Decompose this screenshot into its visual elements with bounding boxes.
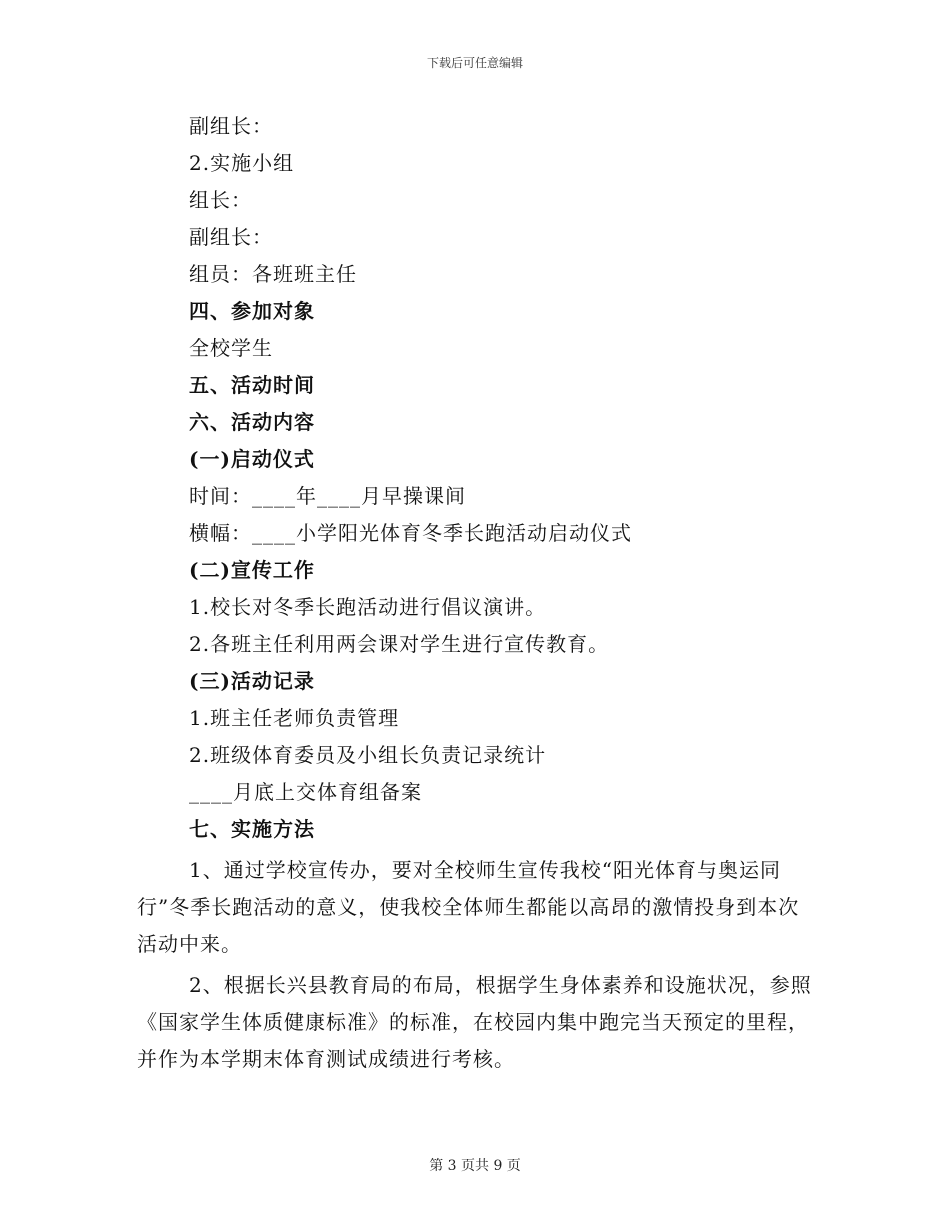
heading-activity-time: 五、活动时间 [189, 373, 315, 397]
line-publicity-2: 2.各班主任利用两会课对学生进行宣传教育。 [189, 632, 610, 656]
line-ceremony-time: 时间：____年____月早操课间 [189, 484, 466, 508]
heading-activity-content: 六、活动内容 [189, 410, 315, 434]
line-leader: 组长： [189, 188, 252, 212]
page-number-footer: 第 3 页共 9 页 [429, 1158, 521, 1174]
paragraph-method-1: 1、通过学校宣传办，要对全校师生宣传我校“阳光体育与奥运同行”冬季长跑活动的意义，使我校全体师生都能以高昂的激情投身到本次活动中来。 [137, 858, 800, 956]
line-all-students: 全校学生 [189, 336, 273, 360]
heading-publicity: (二)宣传工作 [189, 558, 315, 582]
line-record-1: 1.班主任老师负责管理 [189, 706, 400, 730]
paragraph-method-2: 2、根据长兴县教育局的布局，根据学生身体素养和设施状况，参照《国家学生体质健康标准》的标准，在校园内集中跑完当天预定的里程，并作为本学期末体育测试成绩进行考核。 [137, 973, 812, 1071]
line-vice-leader-2: 副组长： [189, 225, 273, 249]
line-publicity-1: 1.校长对冬季长跑活动进行倡议演讲。 [189, 595, 547, 619]
heading-implementation-method: 七、实施方法 [189, 817, 315, 841]
heading-launch-ceremony: (一)启动仪式 [189, 447, 315, 471]
line-vice-leader-1: 副组长： [189, 114, 273, 138]
line-record-2: 2.班级体育委员及小组长负责记录统计 [189, 743, 547, 767]
header-note: 下载后可任意编辑 [426, 56, 523, 70]
line-record-submit: ____月底上交体育组备案 [189, 780, 422, 804]
line-members: 组员：各班班主任 [189, 262, 357, 286]
line-implementation-group: 2.实施小组 [189, 151, 295, 175]
line-banner: 横幅：____小学阳光体育冬季长跑活动启动仪式 [189, 521, 632, 545]
document-body [137, 108, 817, 1078]
heading-participants: 四、参加对象 [189, 299, 315, 323]
heading-activity-record: (三)活动记录 [189, 669, 315, 693]
